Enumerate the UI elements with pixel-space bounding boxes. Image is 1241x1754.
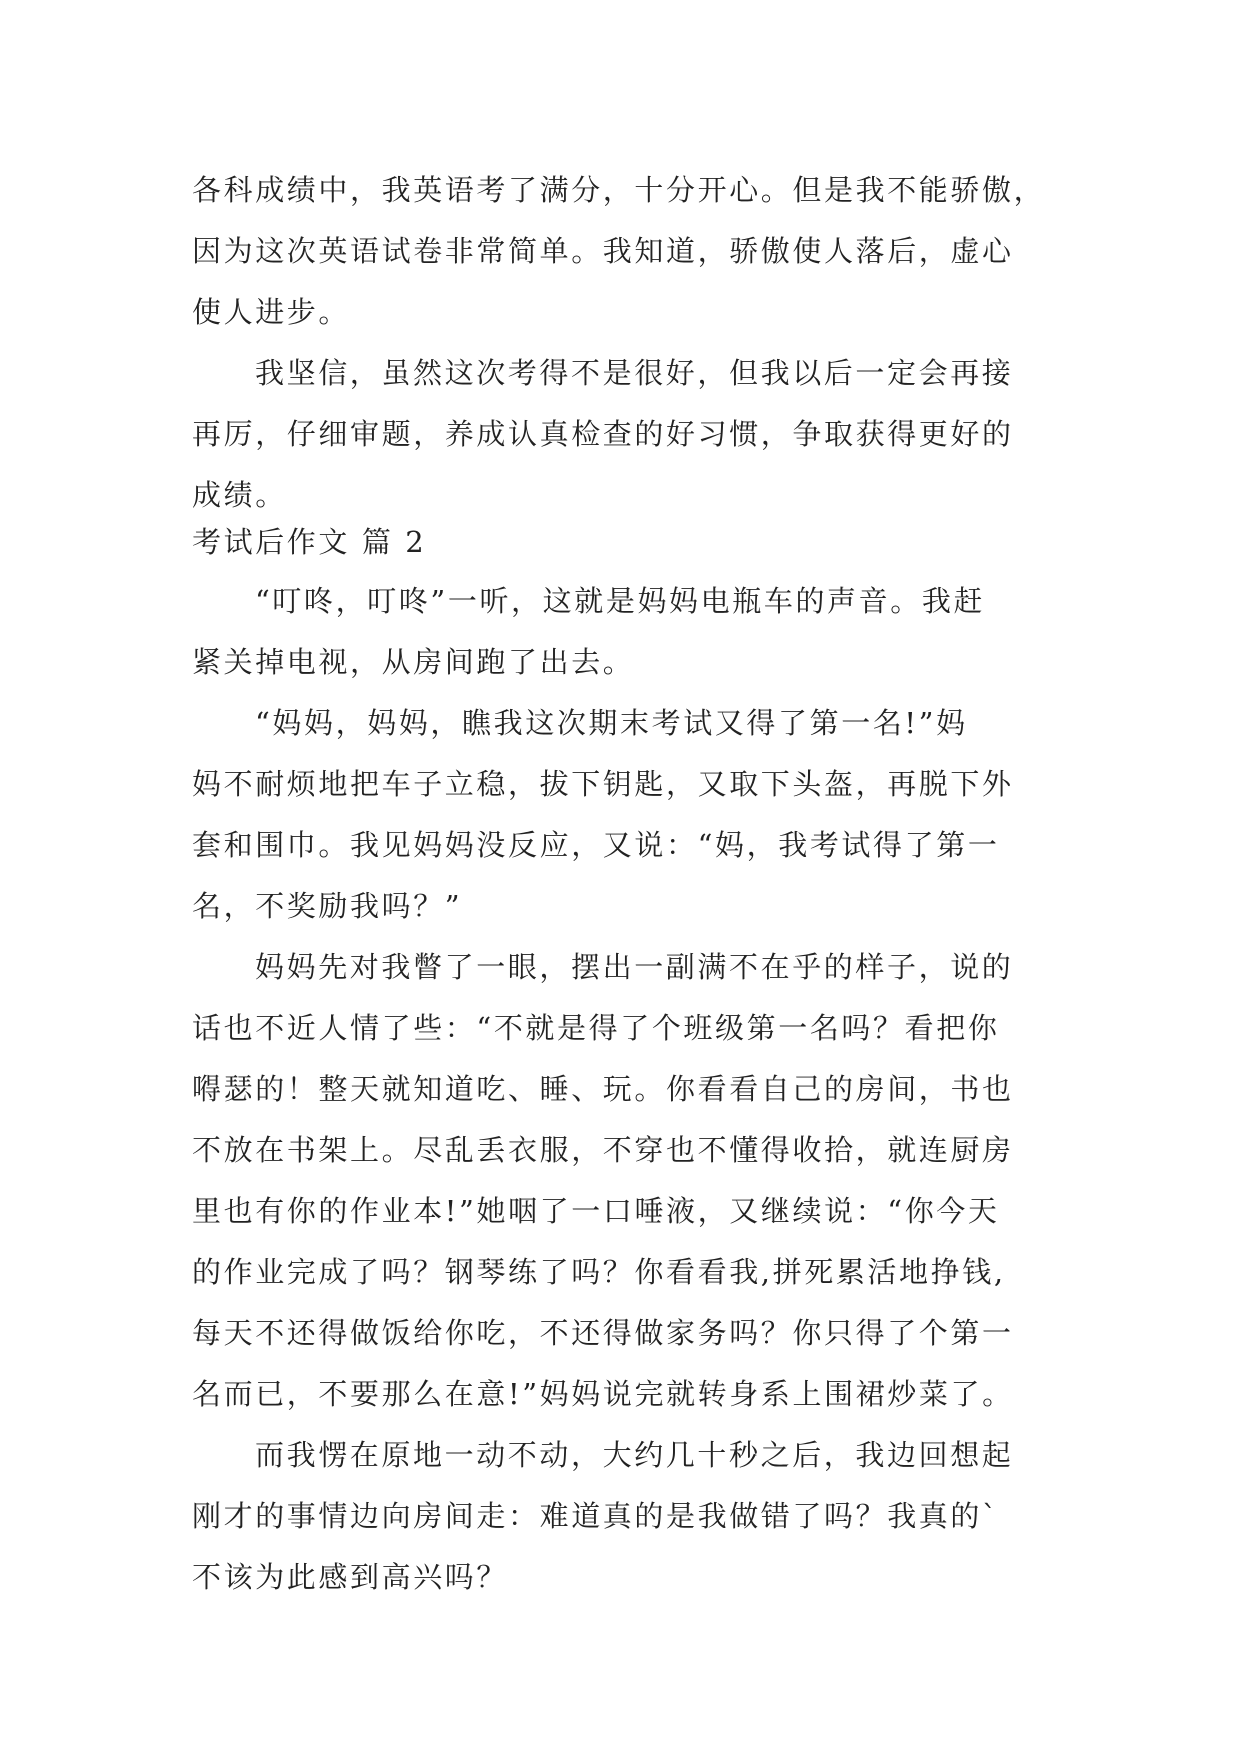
text-line: 的作业完成了吗？钢琴练了吗？你看看我,拼死累活地挣钱,: [192, 1255, 1006, 1289]
text-line: 嘚瑟的！整天就知道吃、睡、玩。你看看自己的房间，书也: [192, 1072, 1014, 1106]
text-line: 名而已，不要那么在意!”妈妈说完就转身系上围裙炒菜了。: [192, 1377, 1014, 1411]
text-line: “妈妈，妈妈，瞧我这次期末考试又得了第一名!”妈: [255, 706, 968, 740]
text-line: 因为这次英语试卷非常简单。我知道，骄傲使人落后，虚心: [192, 234, 1014, 268]
text-line: 我坚信，虽然这次考得不是很好，但我以后一定会再接: [255, 356, 1014, 390]
text-line: 妈不耐烦地把车子立稳，拔下钥匙，又取下头盔，再脱下外: [192, 767, 1014, 801]
text-line: 再厉，仔细审题，养成认真检查的好习惯，争取获得更好的: [192, 417, 1014, 451]
text-line: 各科成绩中，我英语考了满分，十分开心。但是我不能骄傲，: [192, 173, 1046, 207]
section-heading: 考试后作文 篇 2: [192, 525, 427, 559]
text-line: 使人进步。: [192, 295, 351, 329]
text-line: 不该为此感到高兴吗？: [192, 1560, 509, 1594]
text-line: 里也有你的作业本!”她咽了一口唾液，又继续说：“你今天: [192, 1194, 1000, 1228]
text-line: 话也不近人情了些：“不就是得了个班级第一名吗？看把你: [192, 1011, 1000, 1045]
text-line: 每天不还得做饭给你吃，不还得做家务吗？你只得了个第一: [192, 1316, 1014, 1350]
text-line: 妈妈先对我瞥了一眼，摆出一副满不在乎的样子，说的: [255, 950, 1014, 984]
text-line: 名，不奖励我吗？”: [192, 889, 463, 923]
text-line: 套和围巾。我见妈妈没反应，又说：“妈，我考试得了第一: [192, 828, 1000, 862]
text-line: 紧关掉电视，从房间跑了出去。: [192, 645, 635, 679]
text-line: 刚才的事情边向房间走：难道真的是我做错了吗？我真的`: [192, 1499, 1000, 1533]
text-line: 成绩。: [192, 478, 287, 512]
text-line: 而我愣在原地一动不动，大约几十秒之后，我边回想起: [255, 1438, 1014, 1472]
text-line: “叮咚，叮咚”一听，这就是妈妈电瓶车的声音。我赶: [255, 584, 986, 618]
text-line: 不放在书架上。尽乱丢衣服，不穿也不懂得收拾，就连厨房: [192, 1133, 1014, 1167]
